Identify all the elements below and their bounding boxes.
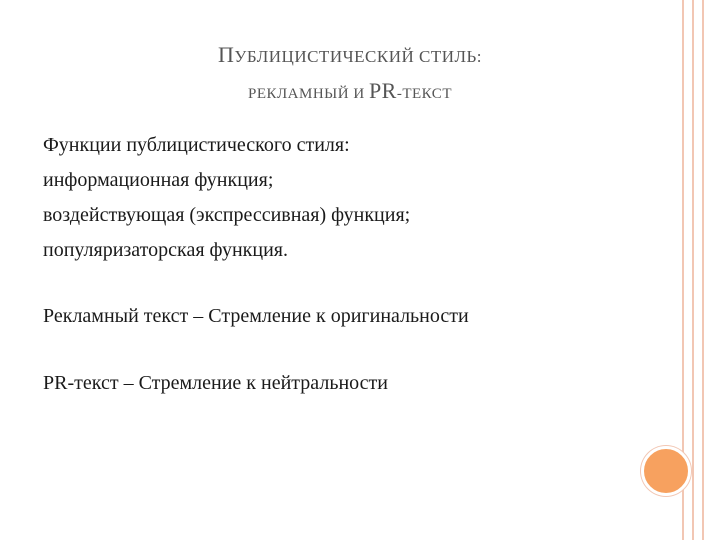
frame-line xyxy=(702,0,704,540)
spacer xyxy=(43,334,663,366)
title-text: -ТЕКСТ xyxy=(396,86,452,102)
advert-text: Рекламный текст – Стремление к оригинальности xyxy=(43,305,469,327)
title-line-1 xyxy=(40,40,660,72)
decorative-circle xyxy=(641,446,691,496)
function-item: воздействующая (экспрессивная) функция; xyxy=(43,204,411,226)
function-item: информационная функция; xyxy=(43,169,274,191)
title-initial: П xyxy=(217,42,235,67)
spacer xyxy=(43,268,663,299)
title-pr: PR xyxy=(368,78,397,103)
function-item: популяризаторская функция. xyxy=(43,239,288,261)
slide-title xyxy=(40,40,660,109)
pr-text: PR-текст – Стремление к нейтральности xyxy=(43,372,388,394)
slide-body xyxy=(43,128,663,401)
frame-line xyxy=(692,0,694,540)
functions-heading: Функции публицистического стиля: xyxy=(43,134,350,156)
title-text: УБЛИЦИСТИЧЕСКИЙ СТИЛЬ: xyxy=(234,47,483,66)
title-text: РЕКЛАМНЫЙ И xyxy=(248,86,369,102)
title-line-2 xyxy=(40,76,660,109)
